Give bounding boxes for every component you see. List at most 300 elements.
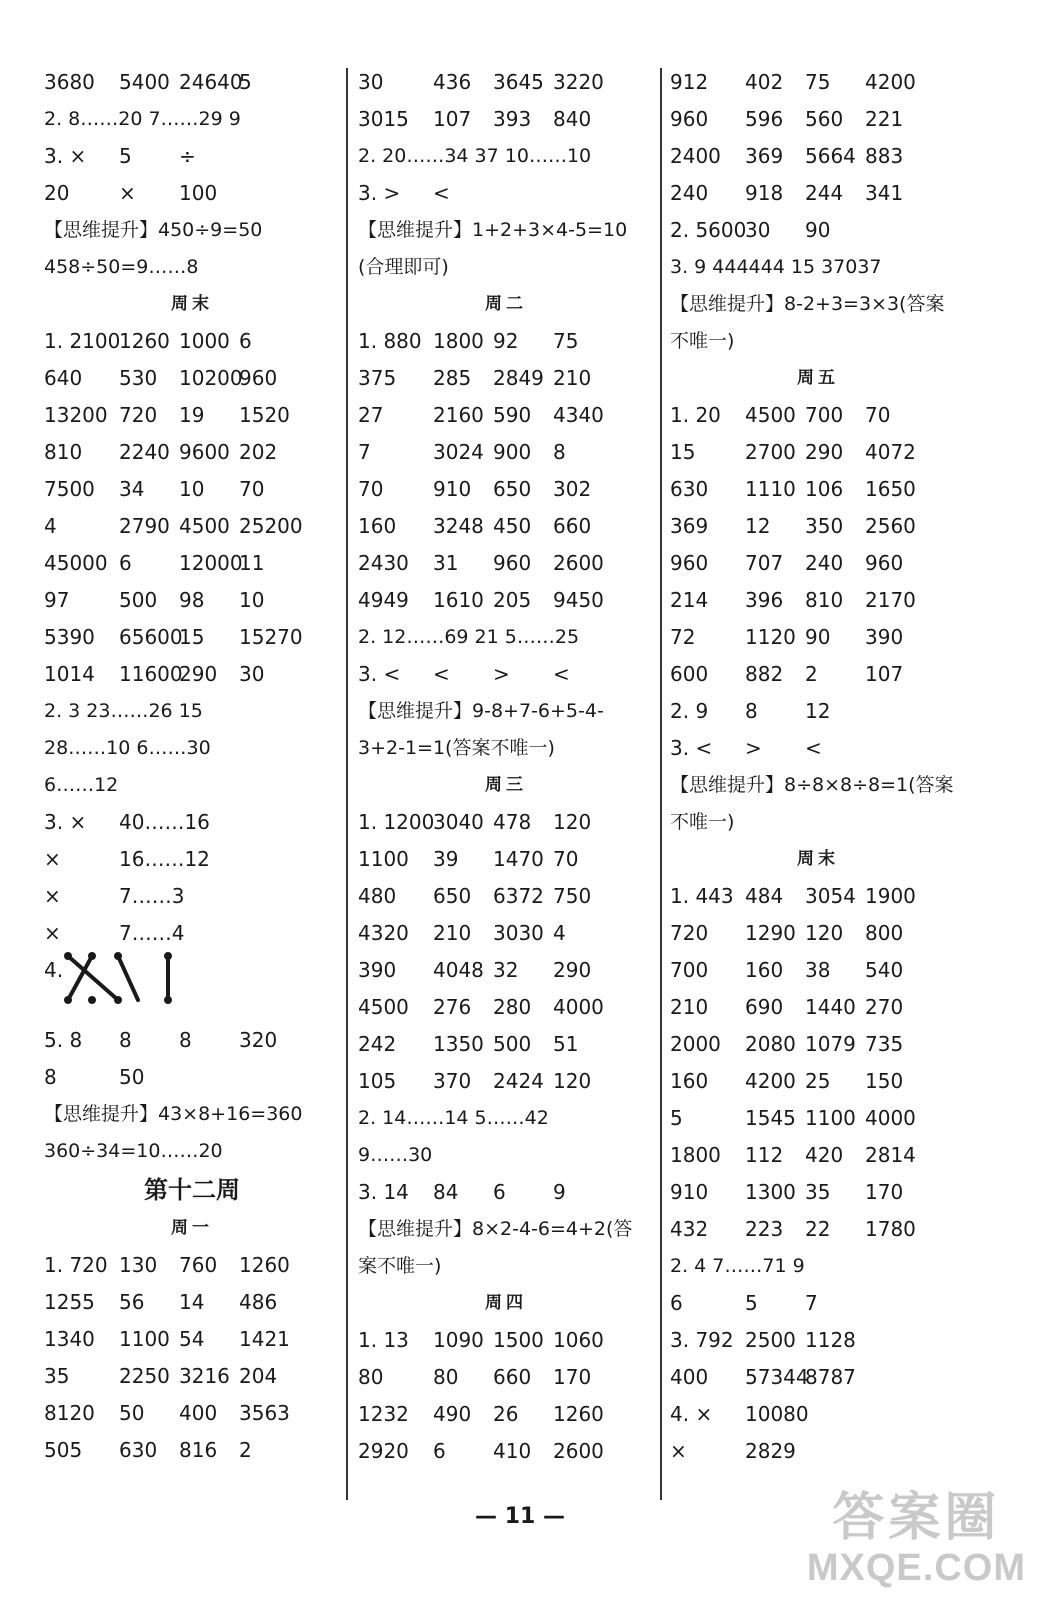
answer-row <box>670 1396 966 1433</box>
answer-row <box>358 360 654 397</box>
answer-value: 35 <box>44 1364 70 1388</box>
answer-value: 2240 <box>119 440 170 464</box>
answer-value: 210 <box>670 995 709 1019</box>
answer-value: 2 <box>239 1438 252 1462</box>
answer-row <box>670 212 966 249</box>
answer-value: 26 <box>493 1402 519 1426</box>
answer-value: 7 <box>805 1291 818 1315</box>
answer-value: 1290 <box>745 921 796 945</box>
answer-value: 15 <box>670 440 696 464</box>
answer-value: 25200 <box>239 514 303 538</box>
answer-value: 3. > <box>358 181 401 205</box>
answer-value: 70 <box>358 477 384 501</box>
answer-value: 700 <box>670 958 709 982</box>
answer-row <box>358 841 654 878</box>
answer-row <box>358 397 654 434</box>
answer-row <box>670 619 966 656</box>
answer-row <box>44 360 340 397</box>
answer-row <box>670 1322 966 1359</box>
answer-value: 4320 <box>358 921 409 945</box>
answer-line: (合理即可) <box>358 256 449 278</box>
answer-row <box>358 545 654 582</box>
answer-row <box>670 878 966 915</box>
answer-value: 4949 <box>358 588 409 612</box>
page-number: — 11 — <box>475 1504 565 1529</box>
answer-row <box>44 1022 340 1059</box>
answer-value: 120 <box>553 1069 592 1093</box>
answer-value: 120 <box>553 810 592 834</box>
answer-value: × <box>119 181 136 205</box>
answer-value: 2. 5600 <box>670 218 747 242</box>
watermark-logo: 答案圈 <box>832 1488 1001 1548</box>
answer-value: 6 <box>239 329 252 353</box>
answer-row <box>670 434 966 471</box>
answer-row <box>44 508 340 545</box>
answer-row <box>358 878 654 915</box>
answer-value: 12000 <box>179 551 243 575</box>
answer-value: 4500 <box>358 995 409 1019</box>
answer-column-middle <box>358 64 654 1470</box>
answer-row <box>670 1137 966 1174</box>
answer-value: 9600 <box>179 440 230 464</box>
answer-value: 1350 <box>433 1032 484 1056</box>
answer-value: 8 <box>553 440 566 464</box>
answer-value: 3. × <box>44 144 87 168</box>
answer-row <box>670 582 966 619</box>
day-heading: 周末 <box>171 294 213 314</box>
answer-value: 8 <box>745 699 758 723</box>
matching-dot <box>88 952 96 960</box>
answer-line: 28……10 6……30 <box>44 737 211 759</box>
answer-row <box>358 64 654 101</box>
answer-value: 3. × <box>44 810 87 834</box>
answer-value: 5 <box>239 70 252 94</box>
answer-row <box>670 1063 966 1100</box>
answer-row <box>670 138 966 175</box>
answer-row <box>44 582 340 619</box>
answer-value: 1500 <box>493 1328 544 1352</box>
answer-line: 3. 9 444444 15 37037 <box>670 256 882 278</box>
answer-column-right <box>670 64 966 1470</box>
answer-value: 484 <box>745 884 784 908</box>
answer-value: 540 <box>865 958 904 982</box>
answer-value: 8 <box>119 1028 132 1052</box>
answer-value: 4340 <box>553 403 604 427</box>
matching-dot <box>64 996 72 1004</box>
answer-value: 480 <box>358 884 397 908</box>
answer-value: 2160 <box>433 403 484 427</box>
answer-value: 2560 <box>865 514 916 538</box>
answer-value: 242 <box>358 1032 397 1056</box>
answer-value: 630 <box>119 1438 158 1462</box>
answer-value: 5664 <box>805 144 856 168</box>
answer-value: 1110 <box>745 477 796 501</box>
answer-value: 1520 <box>239 403 290 427</box>
answer-value: 1340 <box>44 1327 95 1351</box>
answer-value: 910 <box>433 477 472 501</box>
answer-value: 1. 1200 <box>358 810 435 834</box>
answer-value: 70 <box>239 477 265 501</box>
answer-value: × <box>44 921 61 945</box>
matching-line <box>68 956 92 1000</box>
answer-value: 6 <box>670 1291 683 1315</box>
answer-value: 40……16 <box>119 810 210 834</box>
answer-value: 1. 880 <box>358 329 422 353</box>
answer-row <box>358 508 654 545</box>
answer-line: 3+2-1=1(答案不唯一) <box>358 737 555 759</box>
answer-row <box>358 1433 654 1470</box>
answer-value: 840 <box>553 107 592 131</box>
answer-row <box>670 545 966 582</box>
answer-value: 106 <box>805 477 844 501</box>
answer-value: 50 <box>119 1065 145 1089</box>
answer-value: 105 <box>358 1069 397 1093</box>
answer-value: × <box>670 1439 687 1463</box>
answer-value: 204 <box>239 1364 278 1388</box>
answer-value: 960 <box>239 366 278 390</box>
answer-value: 54 <box>179 1327 205 1351</box>
answer-value: 810 <box>44 440 83 464</box>
answer-row <box>44 1432 340 1469</box>
answer-value: 56 <box>119 1290 145 1314</box>
answer-line: 2. 8……20 7……29 9 <box>44 108 241 130</box>
answer-value: 8787 <box>805 1365 856 1389</box>
answer-row <box>44 656 340 693</box>
answer-row <box>358 323 654 360</box>
answer-value: 11 <box>239 551 265 575</box>
answer-value: 1000 <box>179 329 230 353</box>
answer-value: 390 <box>865 625 904 649</box>
answer-value: 25 <box>805 1069 831 1093</box>
answer-value: 505 <box>44 1438 83 1462</box>
answer-line: 2. 20……34 37 10……10 <box>358 145 592 167</box>
answer-value: 960 <box>493 551 532 575</box>
answer-row <box>670 397 966 434</box>
answer-value: 660 <box>553 514 592 538</box>
answer-line: 6……12 <box>44 774 119 796</box>
answer-value: 396 <box>745 588 784 612</box>
answer-value: 2600 <box>553 1439 604 1463</box>
answer-value: 490 <box>433 1402 472 1426</box>
answer-value: 120 <box>805 921 844 945</box>
answer-line: 【思维提升】8÷8×8÷8=1(答案 <box>670 774 954 796</box>
answer-value: 882 <box>745 662 784 686</box>
answer-value: 6 <box>433 1439 446 1463</box>
answer-row <box>44 878 340 915</box>
answer-value: 735 <box>865 1032 904 1056</box>
answer-value: 15270 <box>239 625 303 649</box>
watermark <box>807 1488 1026 1588</box>
answer-value: 30 <box>745 218 771 242</box>
answer-row <box>358 656 654 693</box>
answer-value: 350 <box>805 514 844 538</box>
answer-value: 270 <box>865 995 904 1019</box>
answer-row <box>358 1174 654 1211</box>
answer-value: 92 <box>493 329 519 353</box>
answer-value: 4 <box>553 921 566 945</box>
answer-value: 170 <box>553 1365 592 1389</box>
answer-value: 630 <box>670 477 709 501</box>
answer-value: 221 <box>865 107 904 131</box>
answer-value: 410 <box>493 1439 532 1463</box>
answer-row <box>670 1359 966 1396</box>
answer-row <box>44 1321 340 1358</box>
answer-value: 1. 720 <box>44 1253 108 1277</box>
answer-value: 97 <box>44 588 70 612</box>
answer-value: 45000 <box>44 551 108 575</box>
answer-value: 1421 <box>239 1327 290 1351</box>
answer-row <box>44 434 340 471</box>
answer-value: 3. 14 <box>358 1180 409 1204</box>
answer-value: 90 <box>805 218 831 242</box>
answer-value: 1120 <box>745 625 796 649</box>
answer-value: > <box>745 736 762 760</box>
answer-row <box>358 1063 654 1100</box>
answer-row <box>358 1359 654 1396</box>
answer-value: 2829 <box>745 1439 796 1463</box>
answer-row <box>358 915 654 952</box>
answer-value: 4500 <box>179 514 230 538</box>
answer-value: 883 <box>865 144 904 168</box>
answer-value: 1470 <box>493 847 544 871</box>
answer-value: 75 <box>805 70 831 94</box>
matching-dot <box>64 952 72 960</box>
answer-row <box>358 1026 654 1063</box>
answer-value: 2430 <box>358 551 409 575</box>
answer-value: 9 <box>553 1180 566 1204</box>
answer-value: 2500 <box>745 1328 796 1352</box>
answer-value: 2700 <box>745 440 796 464</box>
answer-value: 240 <box>670 181 709 205</box>
answer-value: 34 <box>119 477 145 501</box>
answer-value: × <box>44 884 61 908</box>
answer-value: 2920 <box>358 1439 409 1463</box>
answer-value: < <box>805 736 822 760</box>
answer-value: 84 <box>433 1180 459 1204</box>
answer-value: 3563 <box>239 1401 290 1425</box>
answer-value: 1. 443 <box>670 884 734 908</box>
answer-value: 16……12 <box>119 847 210 871</box>
answer-value: 100 <box>179 181 218 205</box>
answer-value: 35 <box>805 1180 831 1204</box>
answer-value: 750 <box>553 884 592 908</box>
answer-value: 107 <box>865 662 904 686</box>
answer-value: 14 <box>179 1290 205 1314</box>
answer-line: 2. 3 23……26 15 <box>44 700 203 722</box>
answer-value: 960 <box>865 551 904 575</box>
answer-value: 5. 8 <box>44 1028 83 1052</box>
answer-value: 1260 <box>239 1253 290 1277</box>
answer-value: 13200 <box>44 403 108 427</box>
answer-value: 160 <box>745 958 784 982</box>
answer-row <box>670 952 966 989</box>
answer-value: 1300 <box>745 1180 796 1204</box>
answer-value: 1014 <box>44 662 95 686</box>
answer-row <box>670 1433 966 1470</box>
answer-value: 70 <box>553 847 579 871</box>
answer-value: 2000 <box>670 1032 721 1056</box>
answer-value: 590 <box>493 403 532 427</box>
answer-line: 【思维提升】1+2+3×4-5=10 <box>358 219 628 241</box>
answer-row <box>670 471 966 508</box>
answer-value: 1780 <box>865 1217 916 1241</box>
matching-answer-row <box>44 952 340 1022</box>
answer-value: 8 <box>44 1065 57 1089</box>
answer-value: 39 <box>433 847 459 871</box>
answer-value: 3024 <box>433 440 484 464</box>
answer-value: 38 <box>805 958 831 982</box>
answer-line: 不唯一) <box>670 330 735 352</box>
answer-row <box>44 915 340 952</box>
answer-value: 72 <box>670 625 696 649</box>
answer-value: 4200 <box>865 70 916 94</box>
answer-value: 900 <box>493 440 532 464</box>
answer-value: 707 <box>745 551 784 575</box>
answer-value: 30 <box>239 662 265 686</box>
answer-value: 720 <box>119 403 158 427</box>
day-heading: 周三 <box>485 775 527 795</box>
answer-row <box>358 175 654 212</box>
answer-value: 65600 <box>119 625 183 649</box>
answer-value: 341 <box>865 181 904 205</box>
matching-dot <box>164 996 172 1004</box>
answer-value: 4200 <box>745 1069 796 1093</box>
answer-value: 223 <box>745 1217 784 1241</box>
answer-value: 4072 <box>865 440 916 464</box>
answer-value: 4000 <box>553 995 604 1019</box>
answer-value: 2600 <box>553 551 604 575</box>
answer-line: 2. 12……69 21 5……25 <box>358 626 580 648</box>
answer-value: < <box>433 662 450 686</box>
answer-value: 369 <box>745 144 784 168</box>
answer-value: 20 <box>44 181 70 205</box>
answer-row <box>358 434 654 471</box>
answer-value: 5 <box>119 144 132 168</box>
answer-value: 7……4 <box>119 921 185 945</box>
answer-value: 4500 <box>745 403 796 427</box>
matching-dot <box>164 952 172 960</box>
answer-value: 10080 <box>745 1402 809 1426</box>
answer-value: 112 <box>745 1143 784 1167</box>
answer-value: 4. × <box>670 1402 713 1426</box>
answer-value: 290 <box>553 958 592 982</box>
answer-value: 7500 <box>44 477 95 501</box>
answer-value: 1100 <box>119 1327 170 1351</box>
answer-row <box>358 1396 654 1433</box>
answer-value: 10200 <box>179 366 243 390</box>
answer-value: 2250 <box>119 1364 170 1388</box>
answer-value: 1079 <box>805 1032 856 1056</box>
answer-row <box>670 989 966 1026</box>
answer-value: 276 <box>433 995 472 1019</box>
answer-value: 1100 <box>358 847 409 871</box>
answer-value: < <box>433 181 450 205</box>
answer-value: 1610 <box>433 588 484 612</box>
answer-row <box>670 693 966 730</box>
answer-value: 400 <box>670 1365 709 1389</box>
answer-value: 24640 <box>179 70 243 94</box>
answer-value: 3054 <box>805 884 856 908</box>
answer-value: 400 <box>179 1401 218 1425</box>
answer-value: 5 <box>745 1291 758 1315</box>
answer-value: 12 <box>805 699 831 723</box>
answer-value: 432 <box>670 1217 709 1241</box>
matching-lines <box>62 948 182 1008</box>
answer-value: 760 <box>179 1253 218 1277</box>
answer-value: 393 <box>493 107 532 131</box>
answer-value: 450 <box>493 514 532 538</box>
answer-value: 370 <box>433 1069 472 1093</box>
answer-value: 369 <box>670 514 709 538</box>
answer-line: 458÷50=9……8 <box>44 256 199 278</box>
answer-value: 3248 <box>433 514 484 538</box>
answer-value: 1. 2100 <box>44 329 121 353</box>
answer-value: 285 <box>433 366 472 390</box>
answer-value: 202 <box>239 440 278 464</box>
answer-value: 170 <box>865 1180 904 1204</box>
answer-value: 3. < <box>358 662 401 686</box>
answer-value: 478 <box>493 810 532 834</box>
answer-value: 1232 <box>358 1402 409 1426</box>
answer-value: 640 <box>44 366 83 390</box>
answer-row <box>44 1059 340 1096</box>
answer-row <box>44 175 340 212</box>
answer-row <box>670 656 966 693</box>
week-title: 第十二周 <box>144 1175 240 1204</box>
answer-value: 4000 <box>865 1106 916 1130</box>
answer-value: 420 <box>805 1143 844 1167</box>
answer-value: 7……3 <box>119 884 185 908</box>
answer-value: 3030 <box>493 921 544 945</box>
answer-value: 3645 <box>493 70 544 94</box>
answer-value: 500 <box>119 588 158 612</box>
answer-value: 11600 <box>119 662 183 686</box>
answer-value: 210 <box>553 366 592 390</box>
answer-value: 302 <box>553 477 592 501</box>
answer-row <box>670 915 966 952</box>
answer-line: 9……30 <box>358 1144 433 1166</box>
answer-value: 600 <box>670 662 709 686</box>
column-divider <box>346 68 348 1500</box>
answer-value: 70 <box>865 403 891 427</box>
answer-value: 1900 <box>865 884 916 908</box>
matching-dot <box>88 996 96 1004</box>
day-heading: 周五 <box>797 368 839 388</box>
answer-value: 1650 <box>865 477 916 501</box>
answer-value: 32 <box>493 958 519 982</box>
answer-row <box>44 804 340 841</box>
answer-row <box>670 1211 966 1248</box>
answer-row <box>670 175 966 212</box>
answer-value: 1128 <box>805 1328 856 1352</box>
answer-value: 31 <box>433 551 459 575</box>
answer-value: 22 <box>805 1217 831 1241</box>
answer-value: 2424 <box>493 1069 544 1093</box>
answer-value: 3220 <box>553 70 604 94</box>
answer-row <box>44 138 340 175</box>
answer-line: 案不唯一) <box>358 1255 442 1277</box>
answer-row <box>358 582 654 619</box>
answer-line: 不唯一) <box>670 811 735 833</box>
answer-value: 6 <box>493 1180 506 1204</box>
answer-line: 2. 14……14 5……42 <box>358 1107 549 1129</box>
answer-value: 5 <box>670 1106 683 1130</box>
answer-value: 7 <box>358 440 371 464</box>
answer-value: 1255 <box>44 1290 95 1314</box>
matching-line <box>118 956 138 1000</box>
answer-value: 1060 <box>553 1328 604 1352</box>
answer-row <box>44 619 340 656</box>
